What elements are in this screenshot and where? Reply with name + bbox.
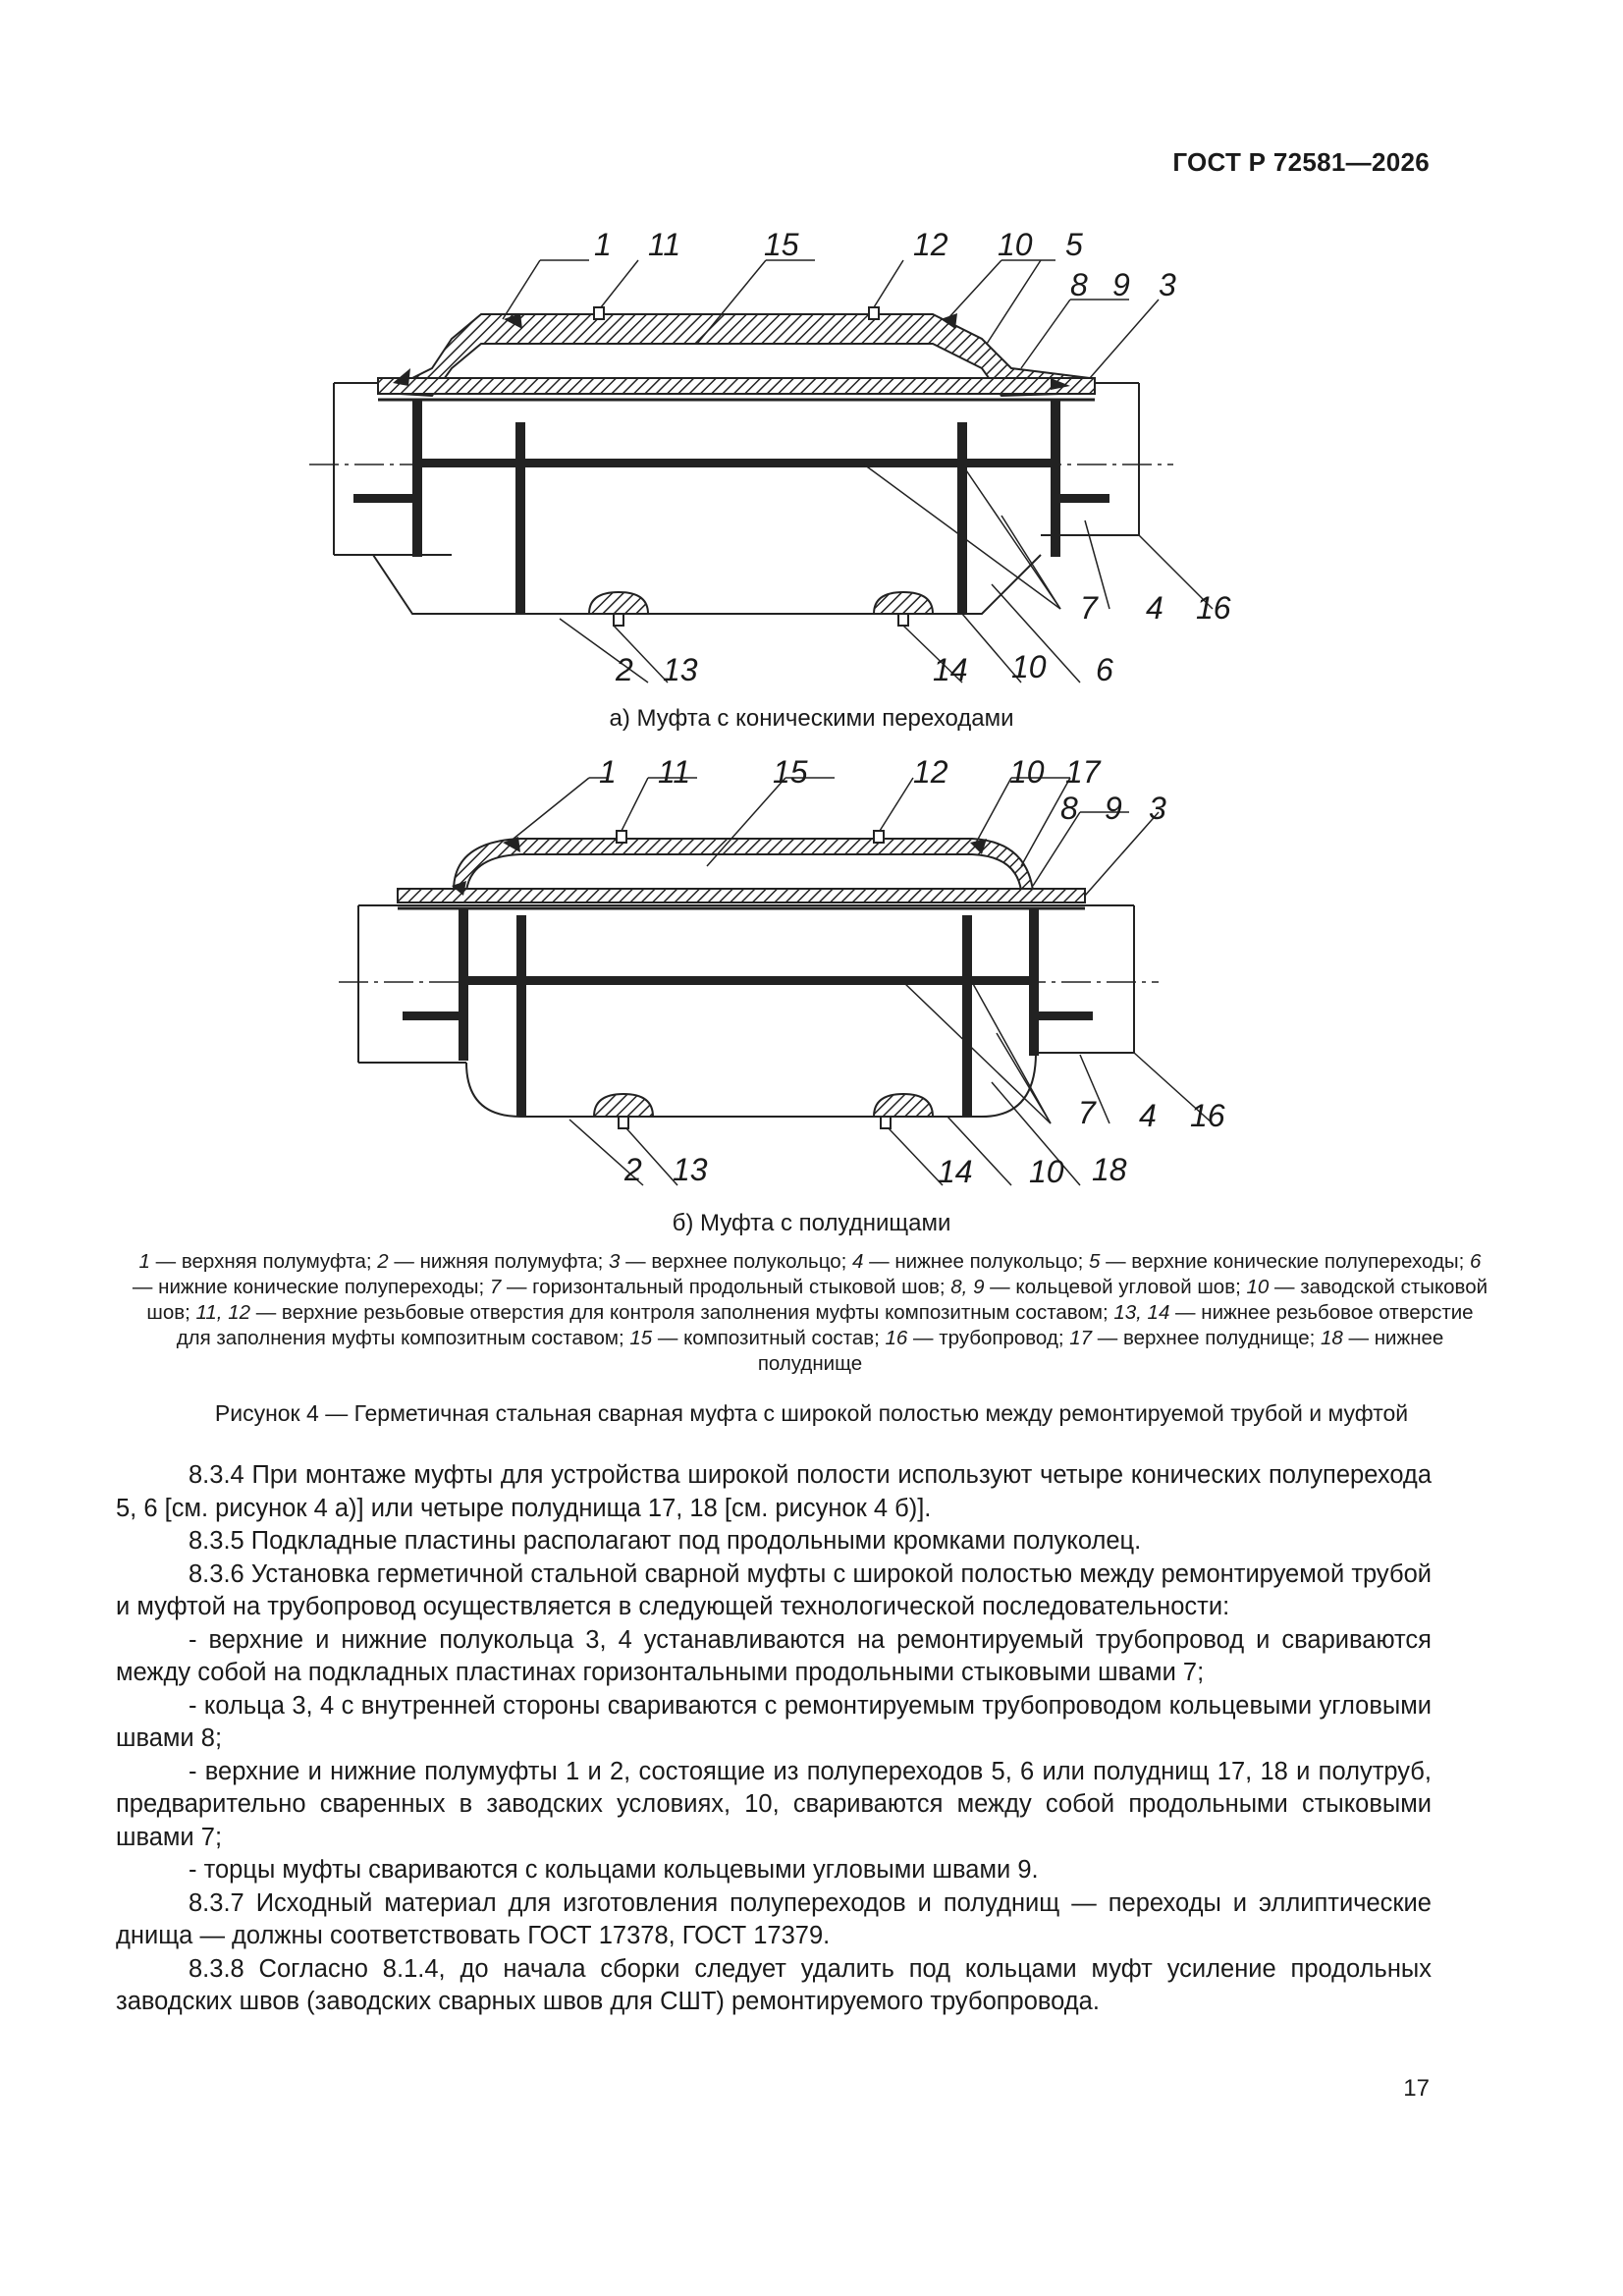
legend-num: 3 — [609, 1250, 621, 1273]
label-1: 1 — [594, 227, 612, 262]
label-4: 4 — [1139, 1098, 1157, 1133]
paragraph-8-3-7: 8.3.7 Исходный материал для изготовления полупереходов и полуднищ — переходы и эллиптические днища — должны соответствовать ГОСТ 17378, ГОСТ 17379. — [116, 1888, 1432, 1949]
list-item: - верхние и нижние полумуфты 1 и 2, состоящие из полупереходов 5, 6 или полуднищ 17, 18 и полутруб, предварительно сваренных в заводских условиях, 10, свариваются между собой продольными стыковыми швами 7; — [116, 1757, 1432, 1851]
legend-text: — верхние резьбовые отверстия для контроля заполнения муфты композитным составом; — [250, 1301, 1114, 1324]
legend-num: 7 — [489, 1276, 502, 1298]
label-2: 2 — [624, 1152, 642, 1187]
figure-a-caption: а) Муфта с коническими переходами — [609, 705, 1014, 732]
label-3: 3 — [1159, 267, 1176, 302]
legend-text: — композитный состав; — [652, 1327, 886, 1349]
document-code: ГОСТ Р 72581—2026 — [1172, 147, 1430, 177]
label-13: 13 — [663, 652, 698, 687]
legend-num: 17 — [1069, 1327, 1093, 1349]
label-17: 17 — [1065, 754, 1101, 790]
list-item: - кольца 3, 4 с внутренней стороны свариваются с ремонтируемым трубопроводом кольцевыми угловыми швами 8; — [116, 1691, 1432, 1752]
label-8: 8 — [1070, 267, 1088, 302]
legend-num: 11, 12 — [195, 1301, 251, 1324]
label-18: 18 — [1092, 1152, 1127, 1187]
legend-text: — нижнее полукольцо; — [863, 1250, 1089, 1273]
figure-b — [295, 748, 1276, 1202]
label-16: 16 — [1190, 1098, 1225, 1133]
label-16: 16 — [1196, 590, 1231, 626]
legend-text: — верхние конические полупереходы; — [1100, 1250, 1471, 1273]
label-5: 5 — [1065, 227, 1083, 262]
paragraph-8-3-5: 8.3.5 Подкладные пластины располагают под продольными кромками полуколец. — [189, 1527, 1142, 1555]
body-text — [116, 1459, 1432, 2019]
label-2: 2 — [616, 652, 633, 687]
label-15: 15 — [773, 754, 808, 790]
label-10: 10 — [998, 227, 1033, 262]
legend-num: 1 — [138, 1250, 150, 1273]
legend-text: — верхнее полуднище; — [1092, 1327, 1321, 1349]
label-11: 11 — [658, 754, 691, 790]
paragraph-8-3-8: 8.3.8 Согласно 8.1.4, до начала сборки следует удалить под кольцами муфт усиление продольных заводских швов (заводских сварных швов для СШТ) ремонтируемого трубопровода. — [116, 1954, 1432, 2015]
legend-num: 10 — [1246, 1276, 1270, 1298]
list-item: - верхние и нижние полукольца 3, 4 устанавливаются на ремонтируемый трубопровод и свариваются между собой на подкладных пластинах горизонтальными продольными стыковыми швами 7; — [116, 1625, 1432, 1686]
label-14: 14 — [933, 652, 968, 687]
legend-text: — нижнее полуднище — [757, 1327, 1444, 1375]
legend-text: — горизонтальный продольный стыковой шов; — [501, 1276, 951, 1298]
legend-text: — нижнее резьбовое отверстие для заполнения муфты композитным составом; — [176, 1301, 1474, 1349]
legend-text: — кольцевой угловой шов; — [984, 1276, 1247, 1298]
figure-title: Рисунок 4 — Герметичная стальная сварная муфта с широкой полостью между ремонтируемой трубой и муфтой — [214, 1400, 1409, 1426]
legend-text: — заводской стыковой шов; — [146, 1276, 1488, 1324]
label-11: 11 — [648, 227, 681, 262]
legend-num: 8, 9 — [950, 1276, 985, 1298]
legend-num: 18 — [1321, 1327, 1343, 1349]
legend-num: 5 — [1088, 1250, 1101, 1273]
label-3: 3 — [1149, 791, 1166, 826]
label-1: 1 — [599, 754, 617, 790]
legend-text: — нижние конические полупереходы; — [132, 1276, 490, 1298]
legend-num: 15 — [629, 1327, 653, 1349]
figure-a — [295, 221, 1276, 692]
figure-b-caption: б) Муфта с полуднищами — [672, 1210, 951, 1236]
figure-legend — [128, 1249, 1492, 1377]
label-7: 7 — [1078, 1095, 1096, 1130]
paragraph-8-3-6: 8.3.6 Установка герметичной стальной сварной муфты с широкой полостью между ремонтируемой трубой и муфтой на трубопровод осуществляется в следующей технологической последовательности: — [116, 1559, 1432, 1620]
list-item: - торцы муфты свариваются с кольцами кольцевыми угловыми швами 9. — [189, 1856, 1039, 1884]
legend-num: 16 — [885, 1327, 908, 1349]
label-9: 9 — [1105, 791, 1122, 826]
legend-text: — верхняя полумуфта; — [149, 1250, 378, 1273]
label-8: 8 — [1060, 791, 1078, 826]
label-12: 12 — [913, 227, 948, 262]
label-7: 7 — [1080, 590, 1098, 626]
label-10: 10 — [1009, 754, 1045, 790]
label-4: 4 — [1146, 590, 1163, 626]
figure-a-drawing — [295, 221, 1276, 692]
label-13: 13 — [673, 1152, 708, 1187]
figure-b-drawing — [295, 748, 1276, 1202]
legend-text: — трубопровод; — [907, 1327, 1070, 1349]
label-14: 14 — [938, 1154, 973, 1189]
label-9: 9 — [1112, 267, 1130, 302]
legend-num: 13, 14 — [1113, 1301, 1170, 1324]
legend-num: 4 — [852, 1250, 864, 1273]
legend-text: — нижняя полумуфта; — [388, 1250, 610, 1273]
label-15: 15 — [764, 227, 799, 262]
label-10-lower: 10 — [1011, 649, 1047, 684]
page-number: 17 — [1403, 2075, 1430, 2102]
paragraph-8-3-4: 8.3.4 При монтаже муфты для устройства широкой полости используют четыре конических полуперехода 5, 6 [см. рисунок 4 а)] или четыре полуднища 17, 18 [см. рисунок 4 б)]. — [116, 1461, 1432, 1522]
legend-text: — верхнее полукольцо; — [620, 1250, 853, 1273]
label-6: 6 — [1096, 652, 1113, 687]
legend-num: 6 — [1470, 1250, 1482, 1273]
label-10-lower: 10 — [1029, 1154, 1064, 1189]
label-12: 12 — [913, 754, 948, 790]
legend-num: 2 — [377, 1250, 389, 1273]
